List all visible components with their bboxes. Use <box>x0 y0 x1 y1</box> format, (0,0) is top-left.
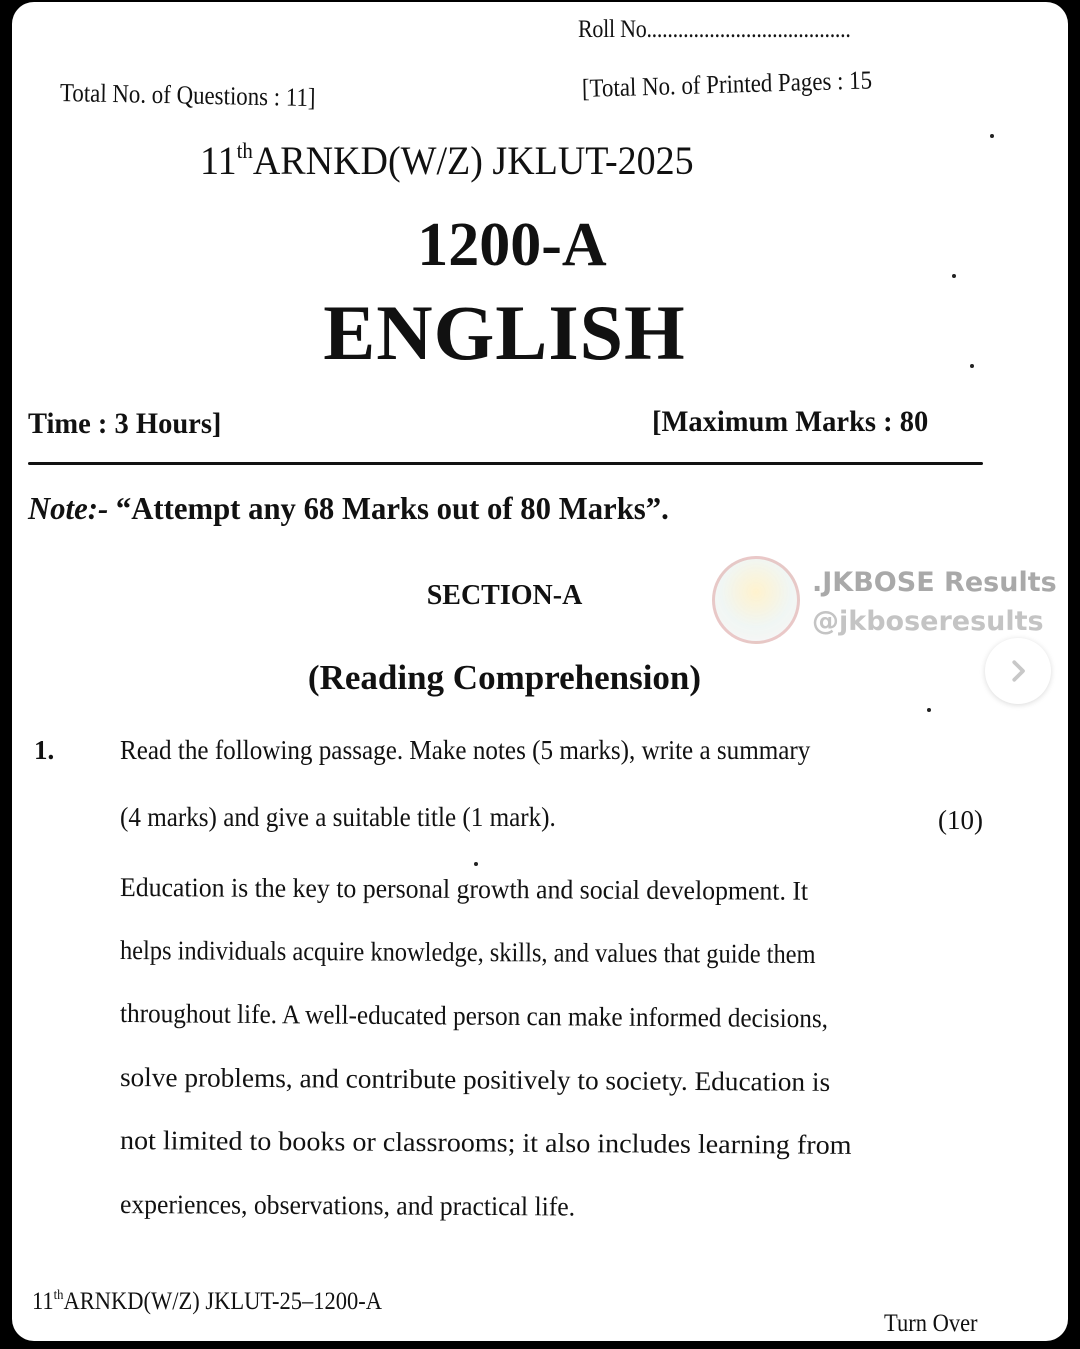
subject-title: ENGLISH <box>323 289 686 376</box>
watermark-handle: @jkboseresults <box>812 606 1044 637</box>
question-number: 1. <box>34 735 55 765</box>
exam-code-sup: th <box>236 138 253 163</box>
next-page-button[interactable] <box>985 638 1051 704</box>
watermark-title: .JKBOSE Results <box>812 567 1057 598</box>
exam-page <box>12 2 1068 1341</box>
footer-code-sup: th <box>53 1288 64 1303</box>
note <box>28 490 669 527</box>
passage-line: experiences, observations, and practical life. <box>119 1189 576 1222</box>
total-printed-pages: [Total No. of Printed Pages : 15 <box>581 65 873 103</box>
roll-number-field: Roll No....................................... <box>578 16 851 43</box>
scan-speck <box>952 274 956 278</box>
section-title: SECTION-A <box>426 580 583 611</box>
scan-speck <box>474 862 478 866</box>
chevron-right-icon <box>1003 656 1033 686</box>
passage-line: throughout life. A well-educated person can make informed decisions, <box>119 998 829 1034</box>
note-label: Note:- <box>28 490 109 526</box>
jkbose-seal-icon <box>712 556 800 644</box>
scan-speck <box>970 364 974 368</box>
header-divider <box>28 462 983 465</box>
question-instruction-line-2: (4 marks) and give a suitable title (1 mark). <box>120 802 556 832</box>
question-marks: (10) <box>938 805 983 835</box>
scan-speck <box>990 134 994 138</box>
total-questions: Total No. of Questions : 11] <box>59 78 316 113</box>
note-text: “Attempt any 68 Marks out of 80 Marks”. <box>108 490 669 526</box>
paper-code: 1200-A <box>417 211 607 279</box>
exam-code <box>200 137 694 184</box>
passage-line: Education is the key to personal growth and social development. It <box>119 872 809 906</box>
turn-over-label: Turn Over <box>884 1310 978 1337</box>
question-instruction-line-1: Read the following passage. Make notes (5 marks), write a summary <box>120 735 811 765</box>
section-subtitle: (Reading Comprehension) <box>307 658 702 697</box>
scan-speck <box>927 708 931 712</box>
footer-code-prefix: 11 <box>32 1288 54 1315</box>
passage-line: helps individuals acquire knowledge, skills, and values that guide them <box>119 935 816 970</box>
footer-code-rest: ARNKD(W/Z) JKLUT-25–1200-A <box>63 1288 382 1315</box>
passage-line: not limited to books or classrooms; it also includes learning from <box>119 1125 852 1160</box>
footer-exam-code <box>32 1288 382 1316</box>
maximum-marks: [Maximum Marks : 80 <box>652 405 929 438</box>
exam-code-prefix: 11 <box>200 138 237 183</box>
time-allowed: Time : 3 Hours] <box>28 407 222 440</box>
exam-code-rest: ARNKD(W/Z) JKLUT-2025 <box>252 138 694 183</box>
passage-line: solve problems, and contribute positively to society. Education is <box>119 1062 831 1097</box>
